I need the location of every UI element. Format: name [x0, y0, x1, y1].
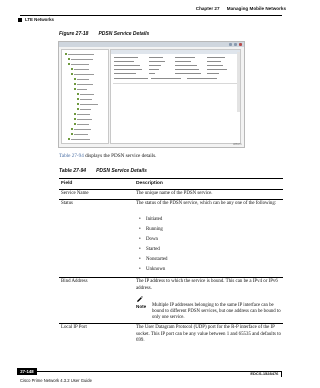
screenshot-details-pane	[110, 49, 241, 144]
maximize-icon	[234, 43, 237, 46]
intro-text: displays the PDSN service details.	[83, 153, 157, 159]
field-service-name: Service Name	[61, 191, 89, 196]
desc-service-name: The unique name of the PDSN service.	[136, 191, 213, 196]
tree-node-icon	[77, 98, 79, 100]
status-value: Down	[146, 237, 158, 242]
tree-node-icon	[74, 83, 76, 85]
details-cell	[207, 73, 219, 74]
tree-node-icon	[68, 138, 70, 140]
figure-number: Figure 27-18	[59, 31, 89, 37]
row-rule	[59, 199, 283, 200]
figure-caption	[59, 31, 149, 37]
tree-node-icon	[77, 108, 79, 110]
table-number: Table 27-94	[59, 168, 87, 174]
tree-row	[77, 114, 90, 115]
tree-row	[77, 79, 89, 80]
screenshot-scrollbar	[237, 52, 240, 112]
status-value: Initiated	[146, 217, 163, 222]
figure-screenshot	[58, 41, 245, 148]
screenshot-tree-pane	[61, 49, 109, 144]
details-divider	[113, 83, 238, 84]
tree-row	[74, 129, 91, 130]
desc-local-ip-port: The User Datagram Protocol (UDP) port for the R-P interface of the IP socket. This IP port can be any value between 1 and 65535 and defaults to 699.	[136, 325, 281, 344]
details-cell	[207, 69, 227, 70]
details-cell	[149, 57, 163, 58]
footer-bar	[281, 371, 282, 377]
close-icon	[239, 43, 242, 46]
details-cell	[207, 61, 221, 62]
field-bind-address: Bind Address	[61, 279, 88, 284]
figure-title: PDSN Service Details	[98, 31, 150, 37]
tree-node-icon	[68, 63, 70, 65]
field-status: Status	[61, 201, 73, 206]
page-number: 27-148	[17, 368, 37, 375]
tree-row	[77, 84, 93, 85]
status-value: Nonstarted	[146, 257, 168, 262]
tree-row	[80, 94, 94, 95]
tree-node-icon	[65, 53, 67, 55]
details-cell	[149, 69, 159, 70]
doc-id: EDCS-1528476	[250, 371, 279, 377]
tree-row	[77, 124, 89, 125]
tree-node-icon	[71, 68, 73, 70]
intro-paragraph	[59, 153, 156, 159]
tree-row	[80, 99, 92, 100]
tree-node-icon	[71, 128, 73, 130]
details-cell	[207, 57, 225, 58]
details-cell	[175, 73, 201, 74]
details-cell	[149, 61, 165, 62]
figure-image-id: 385971	[233, 143, 242, 146]
book-title: Cisco Prime Network 4.3.2 User Guide	[20, 378, 92, 383]
footer-doc-id	[250, 371, 282, 377]
section-title: LTE Networks	[25, 17, 54, 22]
details-cell	[175, 69, 199, 70]
header-rule	[59, 189, 283, 190]
tree-row	[71, 59, 93, 60]
tree-node-icon	[74, 113, 76, 115]
tree-row	[71, 139, 90, 140]
tree-row	[74, 134, 88, 135]
header-marker	[18, 18, 22, 22]
tree-row	[77, 119, 92, 120]
chapter-title: Managing Mobile Networks	[226, 6, 286, 11]
screenshot-titlebar	[59, 42, 244, 47]
header-description: Description	[136, 181, 163, 186]
details-cell	[114, 78, 148, 79]
tree-node-icon	[68, 58, 70, 60]
footer-rule	[17, 371, 282, 372]
tree-row	[74, 69, 89, 70]
table-caption	[59, 168, 147, 174]
row-rule	[59, 323, 283, 324]
tree-row	[80, 109, 91, 110]
details-cell	[114, 69, 142, 70]
field-local-ip-port: Local IP Port	[61, 325, 87, 330]
table-title: PDSN Service Details	[96, 168, 147, 174]
details-cell	[149, 73, 155, 74]
status-value: Started	[146, 247, 160, 252]
desc-status: The status of the PDSN service, which can be any one of the following:	[136, 201, 277, 206]
details-cell	[175, 65, 197, 66]
details-cell	[149, 65, 161, 66]
tree-row	[80, 104, 98, 105]
tree-node-icon	[74, 78, 76, 80]
tree-row	[71, 64, 89, 65]
details-cell	[151, 78, 181, 79]
details-cell	[207, 65, 223, 66]
tree-node-icon	[77, 103, 79, 105]
note-label: Note	[136, 304, 147, 309]
tree-row	[68, 54, 94, 55]
row-rule	[59, 277, 283, 278]
tree-node-icon	[77, 93, 79, 95]
details-cell	[175, 57, 195, 58]
running-header	[190, 6, 286, 11]
details-cell	[187, 78, 217, 79]
tree-node-icon	[74, 118, 76, 120]
details-cell	[114, 61, 134, 62]
status-value: Running	[146, 227, 163, 232]
tree-node-icon	[74, 88, 76, 90]
tree-row	[77, 89, 87, 90]
details-cell	[114, 65, 140, 66]
details-cell	[175, 61, 191, 62]
details-cell	[114, 73, 136, 74]
minimize-icon	[229, 43, 232, 46]
tree-node-icon	[74, 123, 76, 125]
desc-bind-address: The IP address to which the service is bound. This can be a IPv4 or IPv6 address.	[136, 279, 278, 291]
chapter-number: Chapter 27	[195, 6, 220, 11]
header-field: Field	[61, 181, 73, 186]
section-header	[18, 17, 54, 22]
table-reference-link[interactable]: Table 27-94	[59, 153, 84, 159]
tree-row	[74, 74, 94, 75]
header-rule	[20, 15, 282, 16]
pencil-note-icon	[136, 295, 143, 302]
tree-node-icon	[71, 133, 73, 135]
details-header	[111, 50, 240, 54]
status-value: Unknown	[146, 267, 166, 272]
details-cell	[114, 57, 138, 58]
tree-node-icon	[71, 73, 73, 75]
note-text: Multiple IP addresses belonging to the same IP interface can be bound to different PDSN services, but one address can be bound to only one service.	[152, 303, 281, 321]
table-top-rule	[59, 178, 283, 179]
